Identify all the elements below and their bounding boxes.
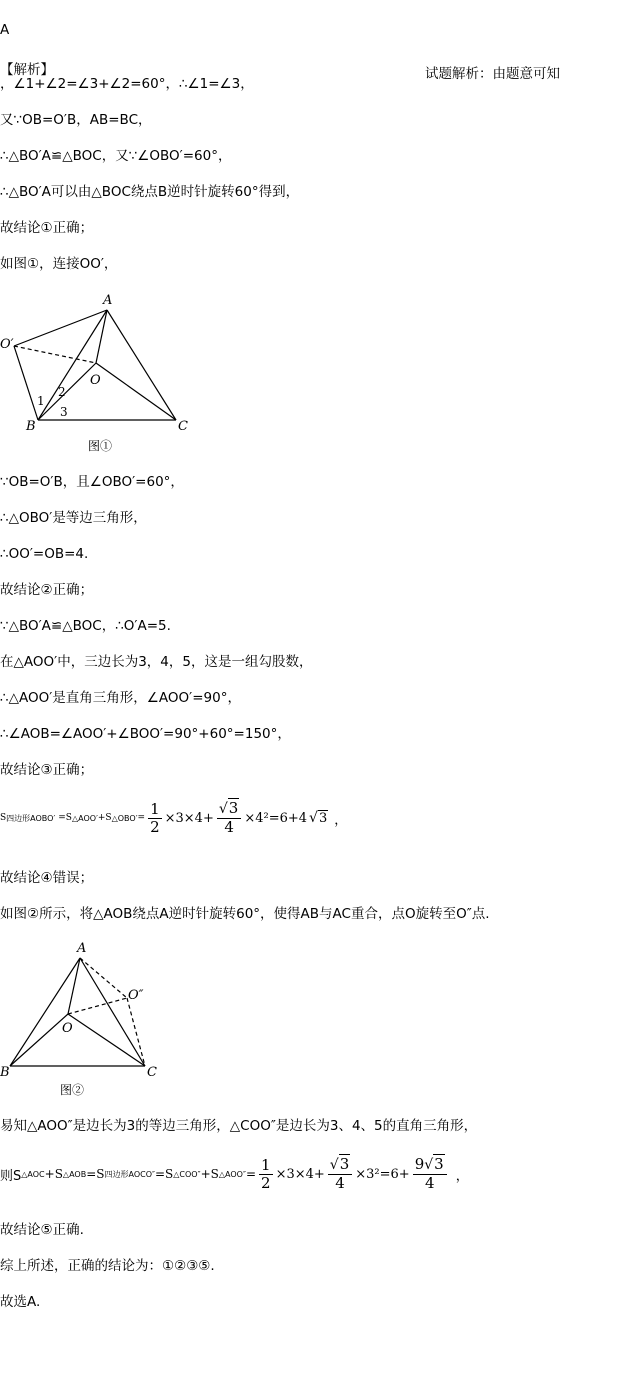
- text-line: 故结论③正确；: [0, 762, 94, 778]
- analysis-intro: 试题解析：由题意可知: [425, 66, 560, 82]
- label-A: A: [103, 293, 113, 308]
- text-line: 如图②所示，将△AOB绕点A逆时针旋转60°，使得AB与AC重合，点O旋转至O″点.: [0, 906, 490, 922]
- answer-letter: A: [0, 22, 10, 38]
- figure-1: [0, 288, 210, 458]
- label-C: C: [147, 1065, 157, 1080]
- label-O: O: [62, 1021, 73, 1036]
- text-line: ∴OO′=OB=4.: [0, 546, 89, 562]
- text-line: 易知△AOO″是边长为3的等边三角形，△COO″是边长为3、4、5的直角三角形，: [0, 1118, 478, 1134]
- label-O-double-prime: O″: [128, 988, 144, 1003]
- label-B: B: [26, 419, 36, 434]
- angle-label-3: 3: [60, 405, 68, 419]
- label-A: A: [77, 941, 87, 956]
- text-line: 如图①，连接OO′，: [0, 256, 118, 272]
- label-O-prime: O′: [0, 337, 14, 352]
- fraction-half: $\frac{1}{2}$: [150, 799, 160, 836]
- text-line: 故选A.: [0, 1294, 41, 1310]
- figure-1-caption: 图①: [88, 439, 113, 453]
- text-line: 综上所述，正确的结论为：①②③⑤.: [0, 1258, 215, 1274]
- figure-2: [0, 936, 175, 1101]
- text-line: 在△AOO′中，三边长为3，4，5，这是一组勾股数，: [0, 654, 313, 670]
- text-line: 故结论①正确；: [0, 220, 94, 236]
- fraction-root3-over-4: $\frac{√3}{4}$: [217, 800, 241, 836]
- text-line: ∴△OBO′是等边三角形，: [0, 510, 147, 526]
- angle-label-2: 2: [58, 385, 66, 399]
- text-line: ，∠1+∠2=∠3+∠2=60°，∴∠1=∠3，: [0, 76, 254, 92]
- area-formula-2: 则S △AOC +S △AOB =S 四边形AOCO″ =S △COO″ +S △AOO″ = $\frac{1}{2}$ ×3×4+ $\frac{√3}{4}$ ×3²=6+ $\frac{9√3}{4}$ ，: [0, 1155, 469, 1192]
- text-line: ∴△AOO′是直角三角形，∠AOO′=90°，: [0, 690, 241, 706]
- analysis-heading: 【解析】: [0, 62, 54, 78]
- label-B: B: [0, 1065, 10, 1080]
- text-line: ∵△BO′A≌△BOC，∴O′A=5.: [0, 618, 171, 634]
- text-line: 故结论②正确；: [0, 582, 94, 598]
- fraction-9root3-over-4: $\frac{9√3}{4}$: [413, 1156, 447, 1192]
- text-line: ∵OB=O′B，且∠OBO′=60°，: [0, 474, 184, 490]
- fraction-root3-over-4: $\frac{√3}{4}$: [328, 1156, 352, 1192]
- text-line: ∴△BO′A可以由△BOC绕点B逆时针旋转60°得到，: [0, 184, 300, 200]
- area-formula-1: S 四边形AOBO′ =S △AOO′ +S △OBO′ = $\frac{1}{2}$ ×3×4+ $\frac{√3}{4}$ ×4²=6+4 √3 ，: [0, 799, 348, 836]
- text-line: 故结论⑤正确.: [0, 1222, 84, 1238]
- fraction-half: $\frac{1}{2}$: [261, 1155, 271, 1192]
- text-line: ∴∠AOB=∠AOO′+∠BOO′=90°+60°=150°，: [0, 726, 291, 742]
- angle-label-1: 1: [37, 394, 45, 408]
- text-line: 又∵OB=O′B，AB=BC，: [0, 112, 152, 128]
- figure-2-caption: 图②: [60, 1083, 85, 1097]
- label-O: O: [90, 373, 101, 388]
- label-C: C: [178, 419, 188, 434]
- text-line: ∴△BO′A≌△BOC，又∵∠OBO′=60°，: [0, 148, 232, 164]
- text-line: 故结论④错误；: [0, 870, 94, 886]
